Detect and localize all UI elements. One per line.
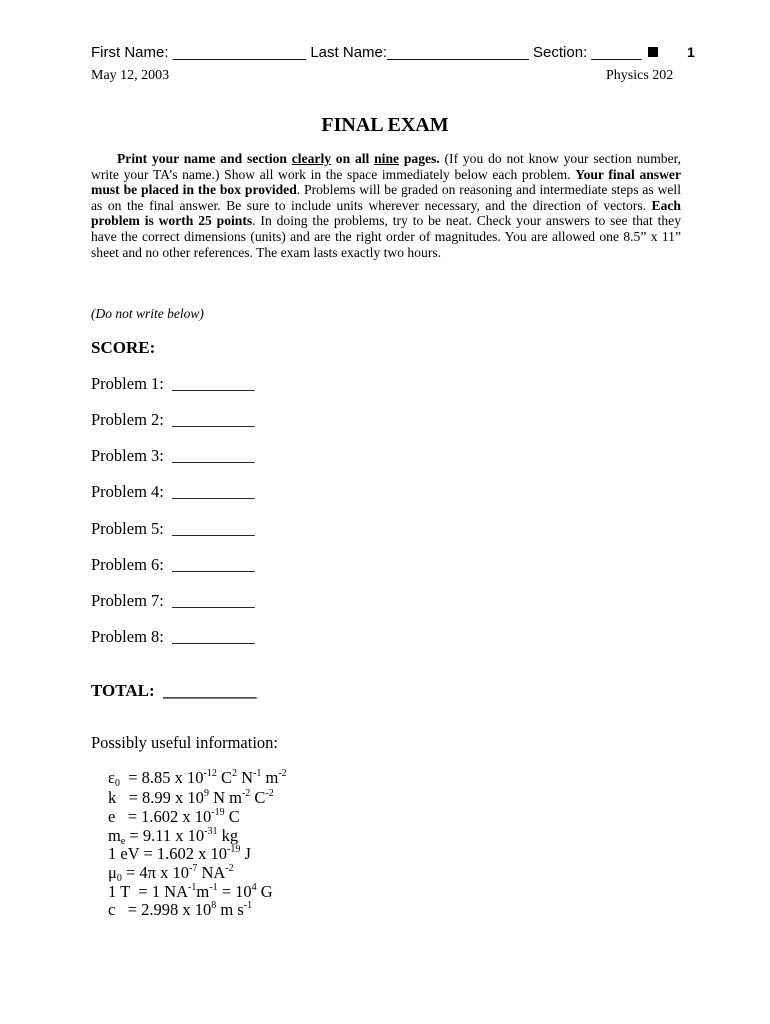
constant-e: e = 1.602 x $10^{-19}$ C xyxy=(108,807,240,826)
constant-epsilon0: $\varepsilon_0 = 8.85$ x $10^{-12}$ $C^2$ $N^{-1}$ $m^{-2}$ xyxy=(108,768,287,789)
black-square-icon xyxy=(648,47,658,57)
name-section-line xyxy=(91,44,658,61)
instr-bold-2: on all xyxy=(331,151,375,166)
problem-row xyxy=(91,374,255,394)
total-label: TOTAL: xyxy=(91,681,155,700)
problem-row xyxy=(91,591,255,611)
problem-score-blank[interactable]: __________ xyxy=(172,555,255,574)
problem-row xyxy=(91,627,255,647)
do-not-write-note: (Do not write below) xyxy=(91,306,204,321)
instr-bold-1: Print your name and section xyxy=(117,151,292,166)
course-name: Physics 202 xyxy=(606,68,674,83)
problem-score-blank[interactable]: __________ xyxy=(172,410,255,429)
problem-label: Problem 8: xyxy=(91,627,164,646)
section-blank[interactable]: ______ xyxy=(591,44,642,61)
problem-label: Problem 2: xyxy=(91,410,164,429)
section-label: Section: xyxy=(533,44,588,61)
problem-score-blank[interactable]: __________ xyxy=(172,591,255,610)
problem-label: Problem 6: xyxy=(91,555,164,574)
page-number: 1 xyxy=(687,44,695,60)
problem-row xyxy=(91,519,255,539)
instructions-paragraph xyxy=(91,151,681,260)
constant-tesla: 1 T = 1 $NA^{-1}m^{-1} = 10^4$ G xyxy=(108,882,273,901)
problem-score-blank[interactable]: __________ xyxy=(172,374,255,393)
problem-label: Problem 5: xyxy=(91,519,164,538)
problem-row xyxy=(91,446,255,466)
total-blank[interactable]: ___________ xyxy=(163,681,257,700)
last-name-label: Last Name: xyxy=(310,44,388,61)
useful-info-heading: Possibly useful information: xyxy=(91,733,278,752)
instr-bold-3: pages. xyxy=(399,151,440,166)
problem-score-blank[interactable]: __________ xyxy=(172,519,255,538)
instr-bold-4: Your final answer must be placed in the box provided xyxy=(91,166,681,198)
first-name-blank[interactable]: ________________ xyxy=(172,44,307,61)
problem-label: Problem 4: xyxy=(91,482,164,501)
instr-text-6: . In doing the problems, try to be neat. Check your answers to see that they have the correct dimensions (units) and are the right order of magnitudes. You are allowed one 8.5” x 11” sheet and no other references. The exam lasts exactly two hours. xyxy=(91,213,681,260)
problem-score-blank[interactable]: __________ xyxy=(172,627,255,646)
instr-text-2: (If you do not know your section number, write your TA’s name.) Show all work in the space immediately below each problem. xyxy=(91,151,681,182)
constant-me: $m_e = 9.11$ x $10^{-31}$ kg xyxy=(108,826,239,847)
constant-mu0: $\mu_0 = 4\pi$ x $10^{-7}$ $NA^{-2}$ xyxy=(108,863,234,884)
constant-c: c = 2.998 x $10^8$ m $s^{-1}$ xyxy=(108,900,253,919)
instr-underline-clearly: clearly xyxy=(291,151,332,166)
problem-row xyxy=(91,555,255,575)
page-title: FINAL EXAM xyxy=(321,114,449,136)
first-name-label: First Name: xyxy=(91,44,169,61)
total-row xyxy=(91,681,257,701)
problem-label: Problem 1: xyxy=(91,374,164,393)
constant-k: k = 8.99 x $10^9$ N $m^{-2}$ $C^{-2}$ xyxy=(108,788,274,807)
score-heading: SCORE: xyxy=(91,338,156,357)
problem-row xyxy=(91,410,255,430)
problem-score-blank[interactable]: __________ xyxy=(172,446,255,465)
problem-label: Problem 3: xyxy=(91,446,164,465)
problem-label: Problem 7: xyxy=(91,591,164,610)
instr-bold-5: Each problem is worth 25 points xyxy=(91,197,681,229)
last-name-blank[interactable]: _________________ xyxy=(387,44,529,61)
instr-underline-nine: nine xyxy=(374,151,400,166)
problem-row xyxy=(91,482,255,502)
problem-score-blank[interactable]: __________ xyxy=(172,482,255,501)
instr-text-4: . Problems will be graded on reasoning and intermediate steps as well as on the final answer. Be sure to include units wherever necessary, and the direction of vectors. xyxy=(91,182,681,213)
exam-date: May 12, 2003 xyxy=(91,68,170,83)
constant-ev: 1 eV = 1.602 x $10^{-19}$ J xyxy=(108,844,251,863)
